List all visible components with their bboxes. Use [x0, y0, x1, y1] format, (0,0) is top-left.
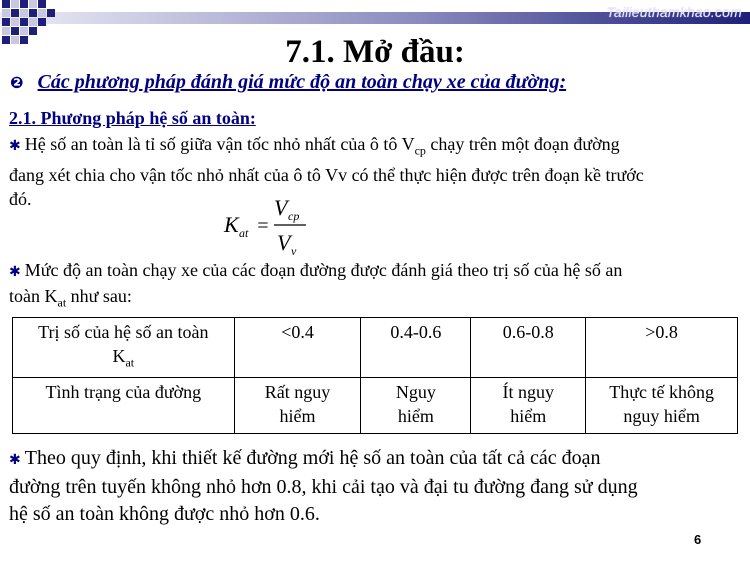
table-cell: Ít nguy hiểm	[471, 377, 586, 433]
page-number: 6	[694, 532, 702, 547]
paragraph-line: ✱ Hệ số an toàn là tỉ số giữa vận tốc nhỏ nhất của ô tô $V_{cp}$ chạy trên một đoạn đường	[9, 134, 620, 158]
paragraph-line: ✱ Theo quy định, khi thiết kế đường mới hệ số an toàn của tất cả các đoạn	[9, 447, 601, 469]
formula-k: K	[224, 212, 239, 237]
paragraph-line: ✱ Mức độ an toàn chạy xe của các đoạn đường được đánh giá theo trị số của hệ số an	[9, 260, 623, 280]
formula-numerator-sub: cp	[288, 209, 300, 223]
subheading-text: Các phương pháp đánh giá mức độ an toàn chạy xe của đường:	[37, 71, 567, 93]
table-cell: Rất nguy hiểm	[234, 377, 361, 433]
table-cell: 0.4-0.6	[361, 318, 471, 378]
table-cell: <0.4	[234, 318, 361, 378]
table-cell: Nguy hiểm	[361, 377, 471, 433]
paragraph-line: hệ số an toàn không được nhỏ hơn 0.6.	[9, 503, 320, 525]
table-row	[13, 377, 738, 433]
paragraph-line: đang xét chia cho vận tốc nhỏ nhất của ô tô Vv có thể thực hiện được trên đoạn kề trước	[9, 164, 644, 185]
formula-denominator: V	[277, 230, 291, 255]
formula-denominator-sub: v	[291, 244, 297, 258]
asterisk-icon: ✱	[9, 264, 21, 280]
table-header-cell: Tình trạng của đường	[13, 377, 235, 433]
circled-two-icon: ❷	[10, 73, 24, 92]
paragraph-line: đó.	[9, 188, 32, 209]
section-title: 2.1. Phương pháp hệ số an toàn:	[9, 108, 256, 128]
formula-numerator: V	[274, 198, 288, 220]
paragraph-regulation	[9, 445, 743, 528]
paragraph-evaluation	[9, 258, 743, 315]
table-cell: Thực tế không nguy hiểm	[586, 377, 738, 433]
paragraph-line: toàn $K_{at}$ như sau:	[9, 286, 132, 310]
slide-title: 7.1. Mở đầu:	[285, 34, 465, 70]
table-cell: >0.8	[586, 318, 738, 378]
formula-equals: =	[256, 215, 270, 237]
formula-k-sub: at	[239, 226, 249, 240]
watermark-text: Tailieuthamkhao.com	[606, 4, 742, 20]
table-header-cell: Trị số của hệ số an toàn $K_{at}$	[13, 318, 235, 378]
paragraph-definition	[9, 132, 743, 211]
safety-factor-table	[12, 317, 738, 434]
paragraph-line: đường trên tuyến không nhỏ hơn 0.8, khi cải tạo và đại tu đường đang sử dụng	[9, 476, 638, 498]
safety-factor-formula	[222, 198, 312, 258]
asterisk-icon: ✱	[9, 138, 21, 154]
asterisk-icon: ✱	[9, 452, 21, 468]
subheading	[10, 71, 566, 94]
table-row	[13, 318, 738, 378]
table-cell: 0.6-0.8	[471, 318, 586, 378]
